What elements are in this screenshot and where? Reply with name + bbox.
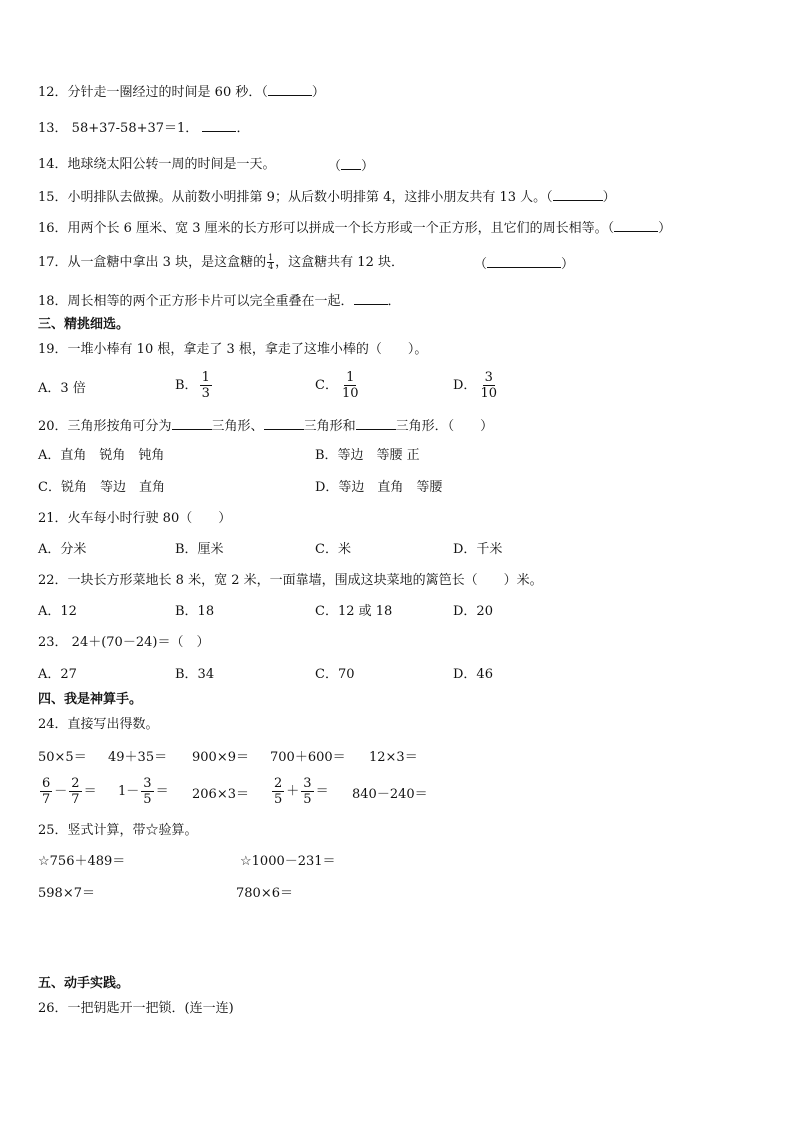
option-c[interactable]: C．70 bbox=[315, 667, 355, 682]
option-a[interactable]: A．27 bbox=[38, 667, 77, 682]
answer-blank[interactable] bbox=[354, 291, 388, 305]
option-d[interactable]: D．46 bbox=[453, 667, 493, 682]
question-25: 25．竖式计算，带☆验算。 bbox=[38, 823, 198, 838]
calc-item: 49＋35＝ bbox=[108, 750, 168, 765]
answer-blank[interactable] bbox=[341, 156, 361, 170]
calc-item: 700＋600＝ bbox=[270, 750, 346, 765]
option-a[interactable]: A．3 倍 bbox=[38, 381, 86, 396]
calc-item: 206×3＝ bbox=[192, 787, 249, 802]
question-24: 24．直接写出得数。 bbox=[38, 717, 159, 732]
option-d[interactable]: D．千米 bbox=[453, 542, 503, 557]
option-b[interactable]: B．厘米 bbox=[175, 542, 224, 557]
question-18: 18．周长相等的两个正方形卡片可以完全重叠在一起． ． bbox=[38, 291, 401, 311]
answer-blank[interactable] bbox=[356, 416, 396, 430]
question-12: 12．分针走一圈经过的时间是 60 秒．（ ） bbox=[38, 82, 325, 102]
option-d[interactable]: D．等边 直角 等腰 bbox=[315, 480, 443, 495]
calc-item: 12×3＝ bbox=[369, 750, 418, 765]
section-5-heading: 五、动手实践。 bbox=[38, 976, 130, 991]
question-15: 15．小明排队去做操。从前数小明排第 9；从后数小明排第 4，这排小朋友共有 13 人。（ ） bbox=[38, 187, 616, 207]
answer-blank[interactable] bbox=[614, 218, 658, 232]
answer-blank[interactable] bbox=[264, 416, 304, 430]
question-23: 23． 24＋(70－24)＝（ ） bbox=[38, 635, 210, 650]
calc-item: 598×7＝ bbox=[38, 886, 95, 901]
calc-item-fraction-1: $\frac{6}{7}$ － $\frac{2}{7}$ ＝ bbox=[42, 776, 97, 807]
section-4-heading: 四、我是神算手。 bbox=[38, 692, 143, 707]
fraction: $\frac{6}{7}$ bbox=[42, 776, 51, 807]
fraction: $\frac{2}{5}$ bbox=[274, 776, 283, 807]
question-17-answer: （ ） bbox=[474, 254, 574, 274]
option-b[interactable]: B．18 bbox=[175, 604, 215, 619]
option-a[interactable]: A．12 bbox=[38, 604, 77, 619]
question-26: 26．一把钥匙开一把锁．(连一连) bbox=[38, 1001, 234, 1016]
calc-item-fraction-2: 1－ $\frac{3}{5}$ ＝ bbox=[118, 776, 169, 807]
option-b[interactable]: B．34 bbox=[175, 667, 215, 682]
option-a[interactable]: A．直角 锐角 钝角 bbox=[38, 448, 165, 463]
question-17: 17．从一盒糖中拿出 3 块，是这盒糖的 $\frac{1}{4}$ ，这盒糖共有 12 块． bbox=[38, 253, 404, 271]
option-d[interactable]: D． $\frac{3}{10}$ bbox=[453, 370, 497, 401]
calc-item: 780×6＝ bbox=[236, 886, 293, 901]
fraction: $\frac{1}{3}$ bbox=[201, 370, 210, 401]
fraction: $\frac{2}{7}$ bbox=[71, 776, 80, 807]
question-19: 19．一堆小棒有 10 根，拿走了 3 根，拿走了这堆小棒的（ ）。 bbox=[38, 342, 428, 357]
option-c[interactable]: C．12 或 18 bbox=[315, 604, 393, 619]
option-c[interactable]: C．锐角 等边 直角 bbox=[38, 480, 165, 495]
answer-blank[interactable] bbox=[268, 82, 312, 96]
calc-item: ☆1000－231＝ bbox=[240, 854, 336, 869]
option-b[interactable]: B．等边 等腰 正 bbox=[315, 448, 420, 463]
calc-item: 840－240＝ bbox=[352, 787, 428, 802]
option-a[interactable]: A．分米 bbox=[38, 542, 87, 557]
question-14: 14．地球绕太阳公转一周的时间是一天。 bbox=[38, 157, 276, 172]
question-16: 16．用两个长 6 厘米、宽 3 厘米的长方形可以拼成一个长方形或一个正方形，且它们的周长相等。（ ） bbox=[38, 218, 671, 238]
question-13: 13． 58+37-58+37＝1． ． bbox=[38, 118, 249, 138]
fraction: $\frac{3}{10}$ bbox=[480, 370, 497, 401]
answer-blank[interactable] bbox=[553, 187, 603, 201]
answer-blank[interactable] bbox=[202, 118, 236, 132]
fraction: $\frac{1}{4}$ bbox=[268, 253, 274, 271]
question-21: 21．火车每小时行驶 80（ ） bbox=[38, 511, 232, 526]
option-d[interactable]: D．20 bbox=[453, 604, 493, 619]
question-20: 20．三角形按角可分为 三角形、 三角形和 三角形．（ ） bbox=[38, 416, 493, 436]
option-c[interactable]: C．米 bbox=[315, 542, 351, 557]
answer-blank[interactable] bbox=[172, 416, 212, 430]
calc-item: 900×9＝ bbox=[192, 750, 249, 765]
calc-item: 50×5＝ bbox=[38, 750, 87, 765]
option-c[interactable]: C． $\frac{1}{10}$ bbox=[315, 370, 359, 401]
question-14-answer: （ ） bbox=[328, 156, 374, 176]
section-3-heading: 三、精挑细选。 bbox=[38, 317, 130, 332]
option-b[interactable]: B． $\frac{1}{3}$ bbox=[175, 370, 210, 401]
fraction: $\frac{3}{5}$ bbox=[303, 776, 312, 807]
question-22: 22．一块长方形菜地长 8 米，宽 2 米，一面靠墙，围成这块菜地的篱笆长（ ）米。 bbox=[38, 573, 543, 588]
answer-blank[interactable] bbox=[487, 254, 561, 268]
calc-item: ☆756＋489＝ bbox=[38, 854, 126, 869]
fraction: $\frac{3}{5}$ bbox=[143, 776, 152, 807]
calc-item-fraction-4: $\frac{2}{5}$ ＋ $\frac{3}{5}$ ＝ bbox=[274, 776, 329, 807]
fraction: $\frac{1}{10}$ bbox=[341, 370, 359, 401]
